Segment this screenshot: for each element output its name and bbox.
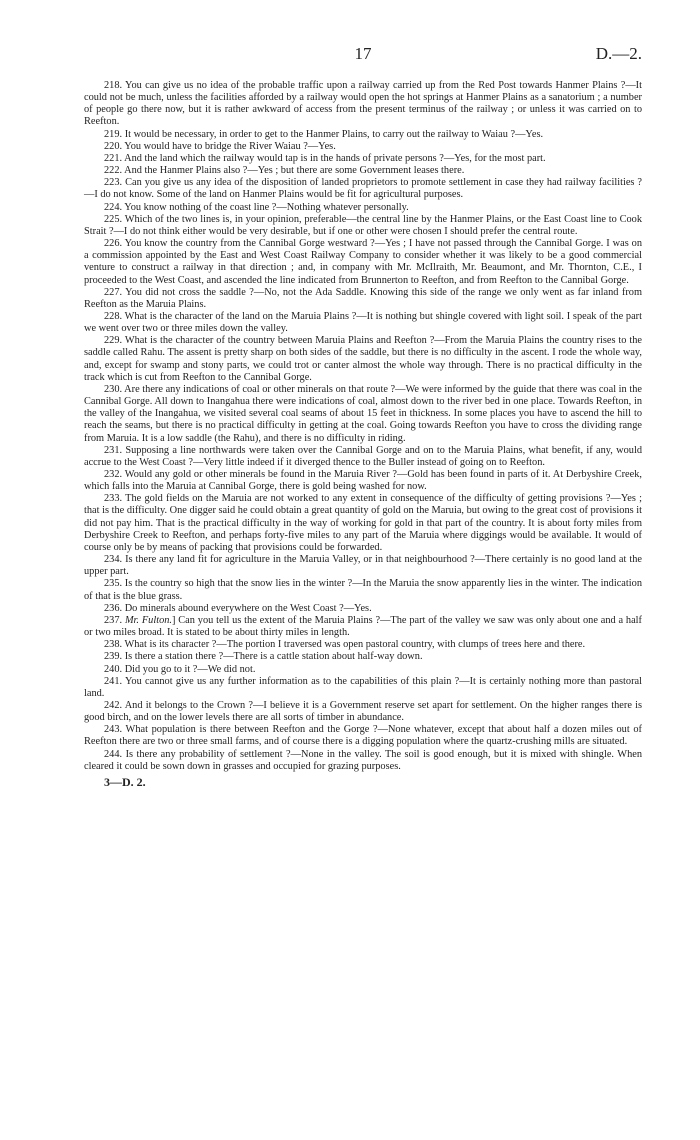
speaker-name: Mr. Fulton. [124,614,173,626]
paragraph: 229. What is the character of the country between Maruia Plains and Reefton ?—From the Maruia Plains the country rises to the saddle called Rahu. The assent is pretty sharp on both sides of the saddle, but there is no difficulty in the ascent. I rode the whole way, and, except for swamp and stony parts, we could trot or canter almost the whole way through. There is no practical difficulty in the track which is cut from Reefton to the Cannibal Gorge. [84,335,642,383]
signature-mark: 3—D. 2. [104,774,146,789]
paragraph: 230. Are there any indications of coal or other minerals on that route ?—We were informed by the guide that there was coal in the Cannibal Gorge. All down to Inangahua there were indications of coal, almost down to the river bed in one place. Towards Reefton, in the valley of the Inangahua, we visited several coal seams of about 15 feet in thickness. In some places you have to ascend the hill to reach the seams, but there is no practical difficulty in getting at the coal. Going towards Reefton you have to cross the dividing range from Maruia. It is a low saddle (the Rahu), and there is no difficulty in riding. [84,383,642,444]
page-number: 17 [354,44,372,63]
paragraph: 243. What population is there between Reefton and the Gorge ?—None whatever, except that about half a dozen miles out of Reefton there are two or three small farms, and of course there is a digging population where the quartz-crushing mills are situated. [84,724,642,748]
paragraph-prefix: 237. [104,614,125,626]
paragraph: 225. Which of the two lines is, in your opinion, preferable—the central line by the Hanmer Plains, or the East Coast line to Cook Strait ?—I do not think either would be very desirable, but if one or other were chosen I should prefer the central route. [84,213,642,237]
paragraph: 244. Is there any probability of settlement ?—None in the valley. The soil is good enough, but it is mixed with shingle. When cleared it could be sown down in grasses and occupied for grazing purposes. [84,748,642,772]
paragraph: 228. What is the character of the land on the Maruia Plains ?—It is nothing but shingle covered with light soil. I speak of the part we went over two or three miles down the valley. [84,310,642,335]
page-header [84,44,642,70]
paragraph: 221. And the land which the railway would tap is in the hands of private persons ?—Yes, for the most part. [104,152,546,164]
paragraph: 235. Is the country so high that the snow lies in the winter ?—In the Maruia the snow apparently lies in the winter. The indication of that is the blue grass. [84,578,642,602]
paragraph-text: ] Can you tell us the extent of the Maruia Plains ?—The part of the valley we saw was only about one and a half or two miles broad. It is stated to be about thirty miles in length. [84,614,642,639]
paragraph [84,615,642,639]
paragraph: 227. You did not cross the saddle ?—No, not the Ada Saddle. Knowing this side of the range we only went as far inland from Reefton as the Maruia Plains. [84,286,642,310]
paragraph: 238. What is its character ?—The portion I traversed was open pastoral country, with clumps of trees here and there. [104,639,586,651]
paragraph: 226. You know the country from the Cannibal Gorge westward ?—Yes ; I have not passed through the Cannibal Gorge. I was on a commission appointed by the East and West Coast Railway Company to consider whether it was likely to be a good commercial venture to construct a railway in that direction ; and, in company with Mr. McIlraith, Mr. Beaumont, and Mr. Thornton, C.E., I proceeded to the West Coast, and ascended the line indicated from Brunnerton to Reefton, and from Reefton to the Cannibal Gorge. [84,238,642,286]
paragraph: 231. Supposing a line northwards were taken over the Cannibal Gorge and on to the Maruia Plains, what benefit, if any, would accrue to the West Coast ?—Very little indeed if it diverged thence to the Buller instead of going on to Reefton. [84,444,642,468]
paragraph: 223. Can you give us any idea of the disposition of landed proprietors to promote settlement in case they had railway facilities ?—I do not know. Some of the land on Hanmer Plains would be fit for agricultural purposes. [84,177,642,201]
paragraph: 240. Did you go to it ?—We did not. [104,663,256,675]
paragraph: 239. Is there a station there ?—There is a cattle station about half-way down. [104,651,423,663]
paragraph: 241. You cannot give us any further information as to the capabilities of this plain ?—It is certainly nothing more than pastoral land. [84,675,642,699]
paragraph: 236. Do minerals abound everywhere on the West Coast ?—Yes. [104,602,372,614]
paragraph: 233. The gold fields on the Maruia are not worked to any extent in consequence of the difficulty of getting provisions ?—Yes ; that is the difficulty. One digger said he could obtain a great quantity of gold on the Maruia, but owing to the great cost of provisions it did not pay him. That is the practical difficulty in the way of working for gold in that part of the country. It is about forty miles from Derbyshire Creek to Reefton, and perhaps forty-five miles to any part of the Maruia where diggings would be available. It would of course only be by means of packing that provisions could be forwarded. [84,493,642,553]
paragraph: 234. Is there any land fit for agriculture in the Maruia Valley, or in that neighbourhood ?—There certainly is no good land at the upper part. [84,554,642,578]
paragraph: 224. You know nothing of the coast line ?—Nothing whatever personally. [104,201,409,213]
paragraph: 219. It would be necessary, in order to get to the Hanmer Plains, to carry out the railway to Waiau ?—Yes. [104,128,544,140]
paragraph: 220. You would have to bridge the River Waiau ?—Yes. [104,140,336,152]
paragraph: 218. You can give us no idea of the probable traffic upon a railway carried up from the Red Post towards Hanmer Plains ?—It could not be much, unless the facilities afforded by a railway would open the hot springs at Hanmer Plains as a sanatorium ; a number of people go there now, but it is rather awkward of access from the present terminus of the railway ; or unless it was carried on to Reefton. [84,80,642,128]
paragraph: 222. And the Hanmer Plains also ?—Yes ; but there are some Government leases there. [104,165,465,177]
document-body [84,80,642,773]
paragraph: 232. Would any gold or other minerals be found in the Maruia River ?—Gold has been found in parts of it. At Derbyshire Creek, which falls into the Maruia at Cannibal Gorge, there is gold being washed for now. [84,469,642,493]
document-reference: D.—2. [595,44,642,63]
paragraph: 242. And it belongs to the Crown ?—I believe it is a Government reserve set apart for settlement. On the higher ranges there is good birch, and on the lower levels there are all sorts of timber in abundance. [84,699,642,724]
